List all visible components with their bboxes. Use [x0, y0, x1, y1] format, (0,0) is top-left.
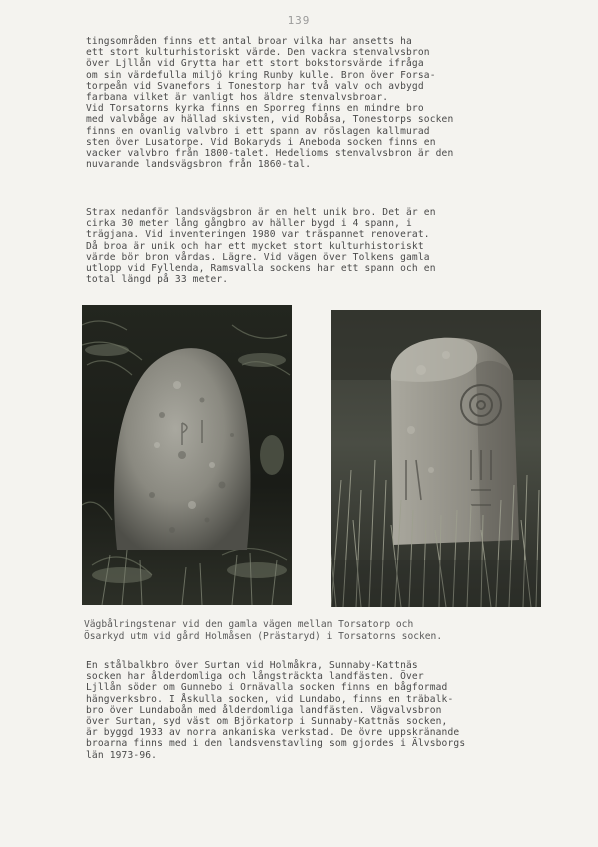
photo-carved-boundary-stone [331, 310, 541, 607]
paragraph-steel-bridges: En stålbalkbro över Surtan vid Holmåkra, Sunnaby-Kattnäs socken har ålderdomliga och långsträckta landfästen. Över Ljllån söder om Gunnebo i Ornävalla socken finns en bågformad hängverksbro. I Åskulla socken, vid Lundabo, finns en träbalk- bro över Lundaboån med ålderdomliga landfästen. Vägvalvsbron över Surtan, syd väst om Björkatorp i Sunnaby-Kattnäs socken, är byggd 1933 av norra ankaniska verkstad. De övre uppskränande broarna finns med i den landsvenstavling som gjordes i Älvsborgs län 1973-96. [86, 660, 466, 761]
figure-caption: Vägbålringstenar vid den gamla vägen mellan Torsatorp och Ösarkyd utm vid gård Holmåsen (Prästaryd) i Torsatorns socken. [84, 619, 443, 642]
page-number: 139 [287, 14, 311, 27]
photo-rounded-boundary-stone [82, 305, 292, 605]
paragraph-footbridge: Strax nedanför landsvägsbron är en helt unik bro. Det är en cirka 30 meter lång gångbro av häller bygd i 4 spann, i trägjana. Vid inventeringen 1980 var träspannet renoverat. Då broa är unik och har ett mycket stort kulturhistoriskt värde bör bron vårdas. Lägre. Vid vägen över Tolkens gamla utlopp vid Fyllenda, Ramsvalla sockens har ett spann och en total längd på 33 meter. [86, 207, 436, 286]
paragraph-bridges-intro: tingsområden finns ett antal broar vilka har ansetts ha ett stort kulturhistoriskt värde. Den vackra stenvalvsbron över Ljllån vid Grytta har ett stort bokstorsvärde ifråga om sin värdefulla miljö kring Runby kulle. Bron över Forsa- torpeån vid Svanefors i Tonestorp har två valv och avbygd farbana vilket är vanligt hos äldre stenvalvsbroar. Vid Torsatorns kyrka finns en Sporreg finns en mindre bro med valvbåge av hällad skivsten, vid Robåsa, Tonestorps socken finns en ovanlig valvbro i ett spann av röslagen kallmurad sten över Lusatorpe. Vid Bokaryds i Aneboda socken finns en vacker valvbro från 1800-talet. Hedelioms stenvalvsbron är den nuvarande landsvägsbron från 1860-tal. [86, 36, 454, 171]
